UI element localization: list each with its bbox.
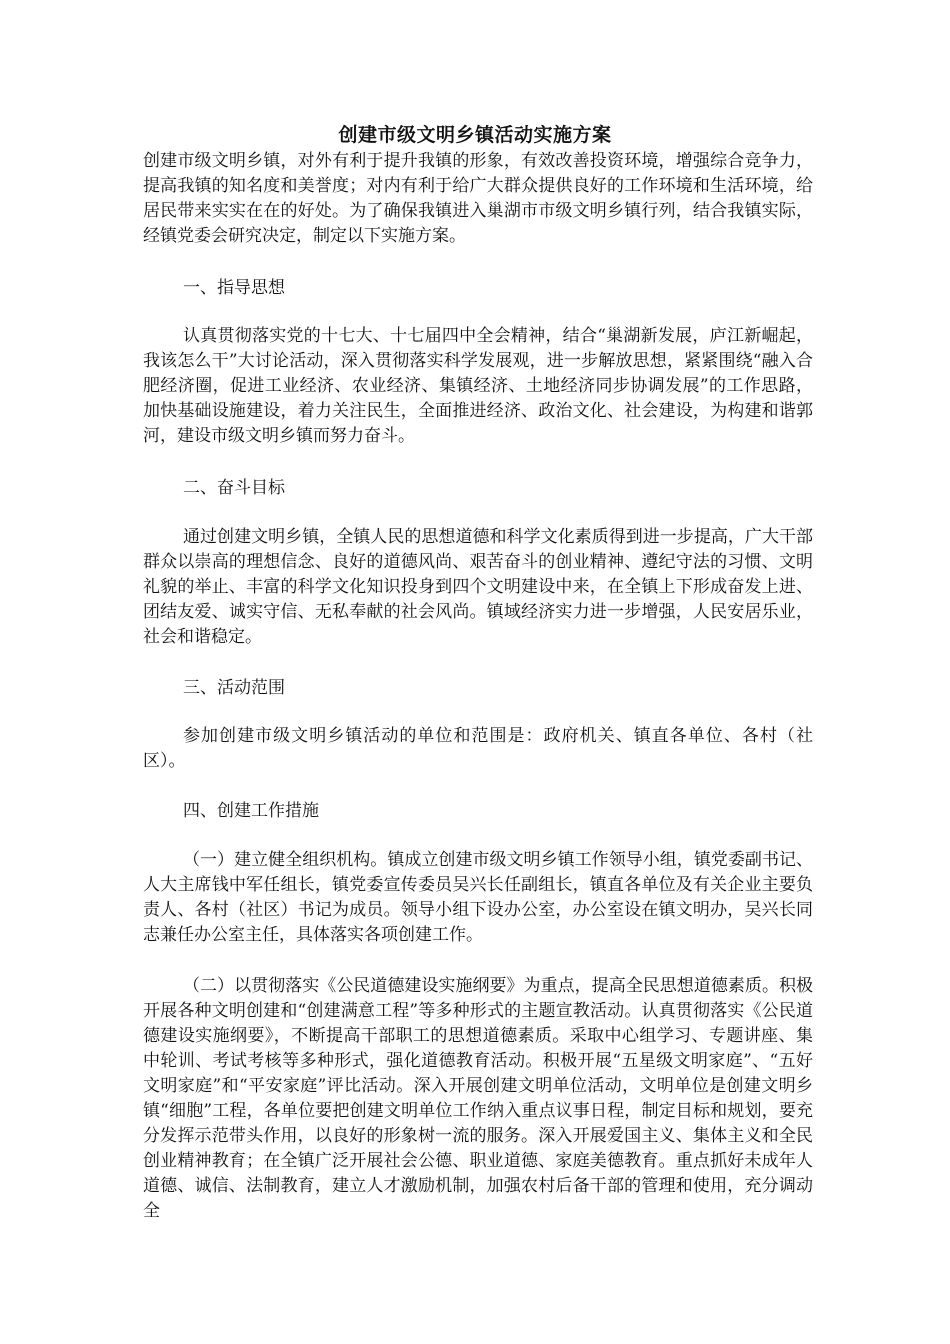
section-heading-scope: 三、活动范围: [183, 678, 285, 698]
section-heading-goals: 二、奋斗目标: [183, 478, 285, 498]
section-heading-guiding-ideology: 一、指导思想: [183, 278, 285, 298]
section-body-scope: 参加创建市级文明乡镇活动的单位和范围是：政府机关、镇直各单位、各村（社区）。: [143, 726, 813, 771]
section-body-guiding-ideology: 认真贯彻落实党的十七大、十七届四中全会精神，结合“巢湖新发展，庐江新崛起，我该怎么干”大讨论活动，深入贯彻落实科学发展观，进一步解放思想，紧紧围绕“融入合肥经济圈，促进工业经济、农业经济、集镇经济、土地经济同步协调发展”的工作思路，加快基础设施建设，着力关注民生，全面推进经济、政治文化、社会建设，为构建和谐郭河，建设市级文明乡镇而努力奋斗。: [143, 326, 813, 446]
section-heading-measures: 四、创建工作措施: [183, 801, 319, 821]
measure-two-paragraph: （二）以贯彻落实《公民道德建设实施纲要》为重点，提高全民思想道德素质。积极开展各种文明创建和“创建满意工程”等多种形式的主题宣教活动。认真贯彻落实《公民道德建设实施纲要》，不断提高干部职工的思想道德素质。采取中心组学习、专题讲座、集中轮训、考试考核等多种形式，强化道德教育活动。积极开展“五星级文明家庭”、“五好文明家庭”和“平安家庭”评比活动。深入开展创建文明单位活动，文明单位是创建文明乡镇“细胞”工程，各单位要把创建文明单位工作纳入重点议事日程，制定目标和规划，要充分发挥示范带头作用，以良好的形象树一流的服务。深入开展爱国主义、集体主义和全民创业精神教育；在全镇广泛开展社会公德、职业道德、家庭美德教育。重点抓好未成年人道德、诚信、法制教育，建立人才激励机制，加强农村后备干部的管理和使用，充分调动全: [143, 976, 813, 1221]
section-body-goals: 通过创建文明乡镇，全镇人民的思想道德和科学文化素质得到进一步提高，广大干部群众以崇高的理想信念、良好的道德风尚、艰苦奋斗的创业精神、遵纪守法的习惯、文明礼貌的举止、丰富的科学文化知识投身到四个文明建设中来，在全镇上下形成奋发上进、团结友爱、诚实守信、无私奉献的社会风尚。镇域经济实力进一步增强，人民安居乐业，社会和谐稳定。: [143, 527, 813, 647]
document-title: 创建市级文明乡镇活动实施方案: [338, 124, 612, 146]
measure-one-paragraph: （一）建立健全组织机构。镇成立创建市级文明乡镇工作领导小组，镇党委副书记、人大主席钱中军任组长，镇党委宣传委员吴兴长任副组长，镇直各单位及有关企业主要负责人、各村（社区）书记为成员。领导小组下设办公室，办公室设在镇文明办，吴兴长同志兼任办公室主任，具体落实各项创建工作。: [143, 850, 813, 945]
intro-paragraph: 创建市级文明乡镇，对外有利于提升我镇的形象，有效改善投资环境，增强综合竞争力，提高我镇的知名度和美誉度；对内有利于给广大群众提供良好的工作环境和生活环境，给居民带来实实在在的好处。为了确保我镇进入巢湖市市级文明乡镇行列，结合我镇实际，经镇党委会研究决定，制定以下实施方案。: [143, 151, 813, 246]
